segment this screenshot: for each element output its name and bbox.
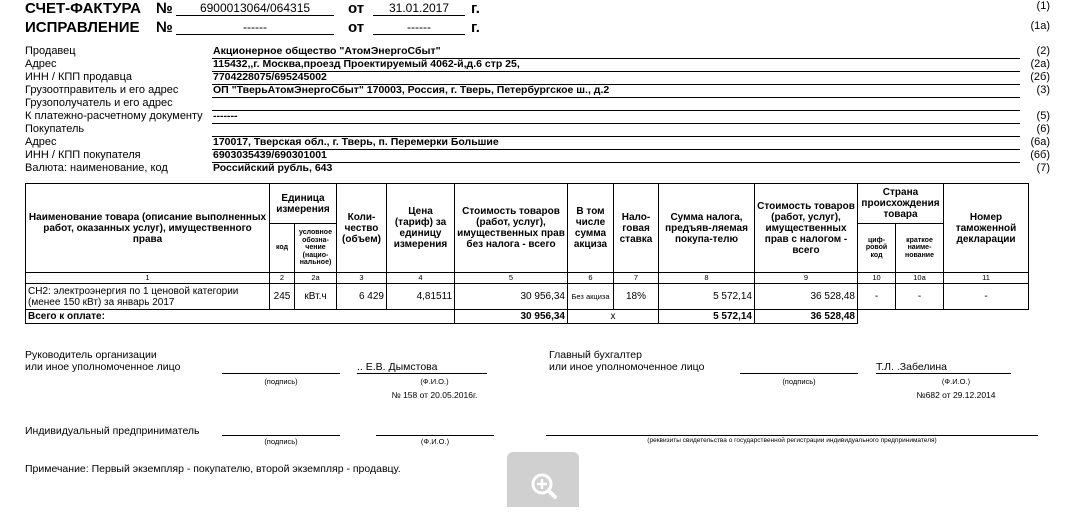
col-number: 10а [896,273,944,284]
field-code: (7) [1036,162,1050,174]
invoice-number: 6900013064/064315 [176,1,334,16]
header-excise: В том числе сумма акциза [568,184,614,273]
col-number: 3 [337,273,387,284]
col-number: 9 [755,273,858,284]
invoice-number-sign: № [156,0,173,17]
code-1a: (1а) [1030,20,1050,32]
field-code: (5) [1036,110,1050,122]
field-label: Покупатель [25,123,85,135]
field-value: 170017, Тверская обл., г. Тверь, п. Перемерки Большие [213,136,499,148]
ip-req-caption: (реквизиты свидетельства о государственной регистрации индивидуального предпринимателя) [647,437,937,444]
note: Примечание: Первый экземпляр - покупателю, второй экземпляр - продавцу. [25,463,401,475]
correction-year-word: г. [471,19,480,36]
field-value: ------- [213,110,238,122]
head-label-2: или иное уполномоченное лицо [25,361,181,373]
total-excise: х [568,310,659,324]
correction-number: ------ [176,20,334,35]
ip-sign-caption: (подпись) [264,437,298,446]
field-code: (6а) [1030,136,1050,148]
row-country-name: - [896,284,944,310]
header-country-name: краткое наиме-нование [896,224,944,273]
total-label: Всего к оплате: [26,310,455,324]
acc-doc: №682 от 29.12.2014 [916,390,996,400]
field-underline [212,71,1020,72]
row-cost-no-tax: 30 956,34 [455,284,568,310]
field-label: Адрес [25,58,57,70]
header-name: Наименование товара (описание выполненных работ, оказанных услуг), имущественного права [26,184,270,273]
header-unit-code: код [270,224,295,273]
total-row [26,310,1029,324]
field-label: Грузополучатель и его адрес [25,97,173,109]
head-doc: № 158 от 20.05.2016г. [391,390,478,400]
acc-name: Т.Л. .Забелина [876,361,948,373]
field-underline [212,97,1020,98]
field-code: (2) [1036,45,1050,57]
header-unit-symbol: условное обозна-чение (нацио-нальное) [295,224,337,273]
ip-fio-caption: (Ф.И.О.) [420,437,450,446]
zoom-button[interactable] [507,452,579,507]
header-customs: Номер таможенной декларации [944,184,1029,273]
field-underline [212,162,1020,163]
col-number: 1 [26,273,270,284]
correction-number-sign: № [156,19,173,36]
col-number: 2 [270,273,295,284]
row-unit-code: 245 [270,284,295,310]
head-fio-line [357,373,487,374]
header-price: Цена (тариф) за единицу измерения [387,184,455,273]
acc-sign-line [740,373,858,374]
field-label: Продавец [25,45,76,57]
field-label: К платежно-расчетному документу [25,110,203,122]
field-label: ИНН / КПП продавца [25,71,132,83]
ip-sign-line [222,435,340,436]
total-empty [858,310,1029,324]
total-tax-sum: 5 572,14 [659,310,755,324]
col-number: 6 [568,273,614,284]
ip-fio-line [376,435,494,436]
field-code: (6) [1036,123,1050,135]
col-number: 4 [387,273,455,284]
invoice-table [25,183,1029,324]
correction-date: ------ [373,20,465,35]
col-number: 11 [944,273,1029,284]
row-name: СН2: электроэнергия по 1 ценовой категории (менее 150 кВт) за январь 2017 [26,284,270,310]
head-fio-caption: (Ф.И.О.) [420,377,449,386]
head-sign-caption: (подпись) [264,377,298,386]
field-value: 115432,,г. Москва,проезд Проектируемый 4062-й,д.6 стр 25, [213,58,520,70]
header-qty: Коли-чество (объем) [337,184,387,273]
ip-label: Индивидуальный предприниматель [25,425,200,437]
field-value: Акционерное общество "АтомЭнергоСбыт" [213,45,441,57]
row-unit-symbol: кВт.ч [295,284,337,310]
row-country-code: - [858,284,896,310]
field-underline [212,149,1020,150]
col-number: 7 [614,273,659,284]
row-qty: 6 429 [337,284,387,310]
correction-title: ИСПРАВЛЕНИЕ [25,19,140,36]
col-number: 2а [295,273,337,284]
row-excise: Без акциза [568,284,614,310]
header-tax-rate: Нало-говая ставка [614,184,659,273]
field-code: (6б) [1030,149,1050,161]
zoom-in-icon [507,452,579,507]
invoice-date: 31.01.2017 [373,1,465,16]
head-name: .. Е.В. Дымстова [357,361,438,373]
field-underline [212,110,1020,111]
invoice-from-word: от [348,0,365,17]
header-country: Страна происхождения товара [858,184,944,224]
table-row [26,284,1029,310]
field-code: (2б) [1030,71,1050,83]
field-value: Российский рубль, 643 [213,162,333,174]
header-unit: Единица измерения [270,184,337,224]
acc-fio-line [876,373,1011,374]
total-cost-no-tax: 30 956,34 [455,310,568,324]
field-value: ОП "ТверьАтомЭнергоСбыт" 170003, Россия, г. Тверь, Петербургское ш., д.2 [213,84,610,96]
field-label: Адрес [25,136,57,148]
col-number: 10 [858,273,896,284]
invoice-year-word: г. [471,0,480,17]
invoice-title: СЧЕТ-ФАКТУРА [25,0,141,17]
header-country-code: циф-ровой код [858,224,896,273]
header-cost-no-tax: Стоимость товаров (работ, услуг), имущественных прав без налога - всего [455,184,568,273]
header-tax-sum: Сумма налога, предъяв-ляемая покупа-телю [659,184,755,273]
acc-label-1: Главный бухгалтер [549,349,642,361]
header-cost-with-tax: Стоимость товаров (работ, услуг), имущественных прав с налогом - всего [755,184,858,273]
col-number: 5 [455,273,568,284]
head-sign-line [222,373,340,374]
field-label: Валюта: наименование, код [25,162,168,174]
field-label: Грузоотправитель и его адрес [25,84,179,96]
ip-req-line [546,435,1038,436]
code-1: (1) [1036,0,1050,12]
acc-label-2: или иное уполномоченное лицо [549,361,705,373]
total-cost-with-tax: 36 528,48 [755,310,858,324]
column-number-row [26,273,1029,284]
row-cost-with-tax: 36 528,48 [755,284,858,310]
field-value: 7704228075/695245002 [213,71,327,83]
row-tax-rate: 18% [614,284,659,310]
head-label-1: Руководитель организации [25,349,157,361]
acc-fio-caption: (Ф.И.О.) [941,377,971,386]
field-code: (2а) [1030,58,1050,70]
field-underline [212,123,1020,124]
field-label: ИНН / КПП покупателя [25,149,141,161]
row-tax-sum: 5 572,14 [659,284,755,310]
acc-sign-caption: (подпись) [782,377,816,386]
field-code: (3) [1036,84,1050,96]
col-number: 8 [659,273,755,284]
correction-from-word: от [348,19,365,36]
row-price: 4,81511 [387,284,455,310]
row-customs: - [944,284,1029,310]
field-value: 6903035439/690301001 [213,149,327,161]
